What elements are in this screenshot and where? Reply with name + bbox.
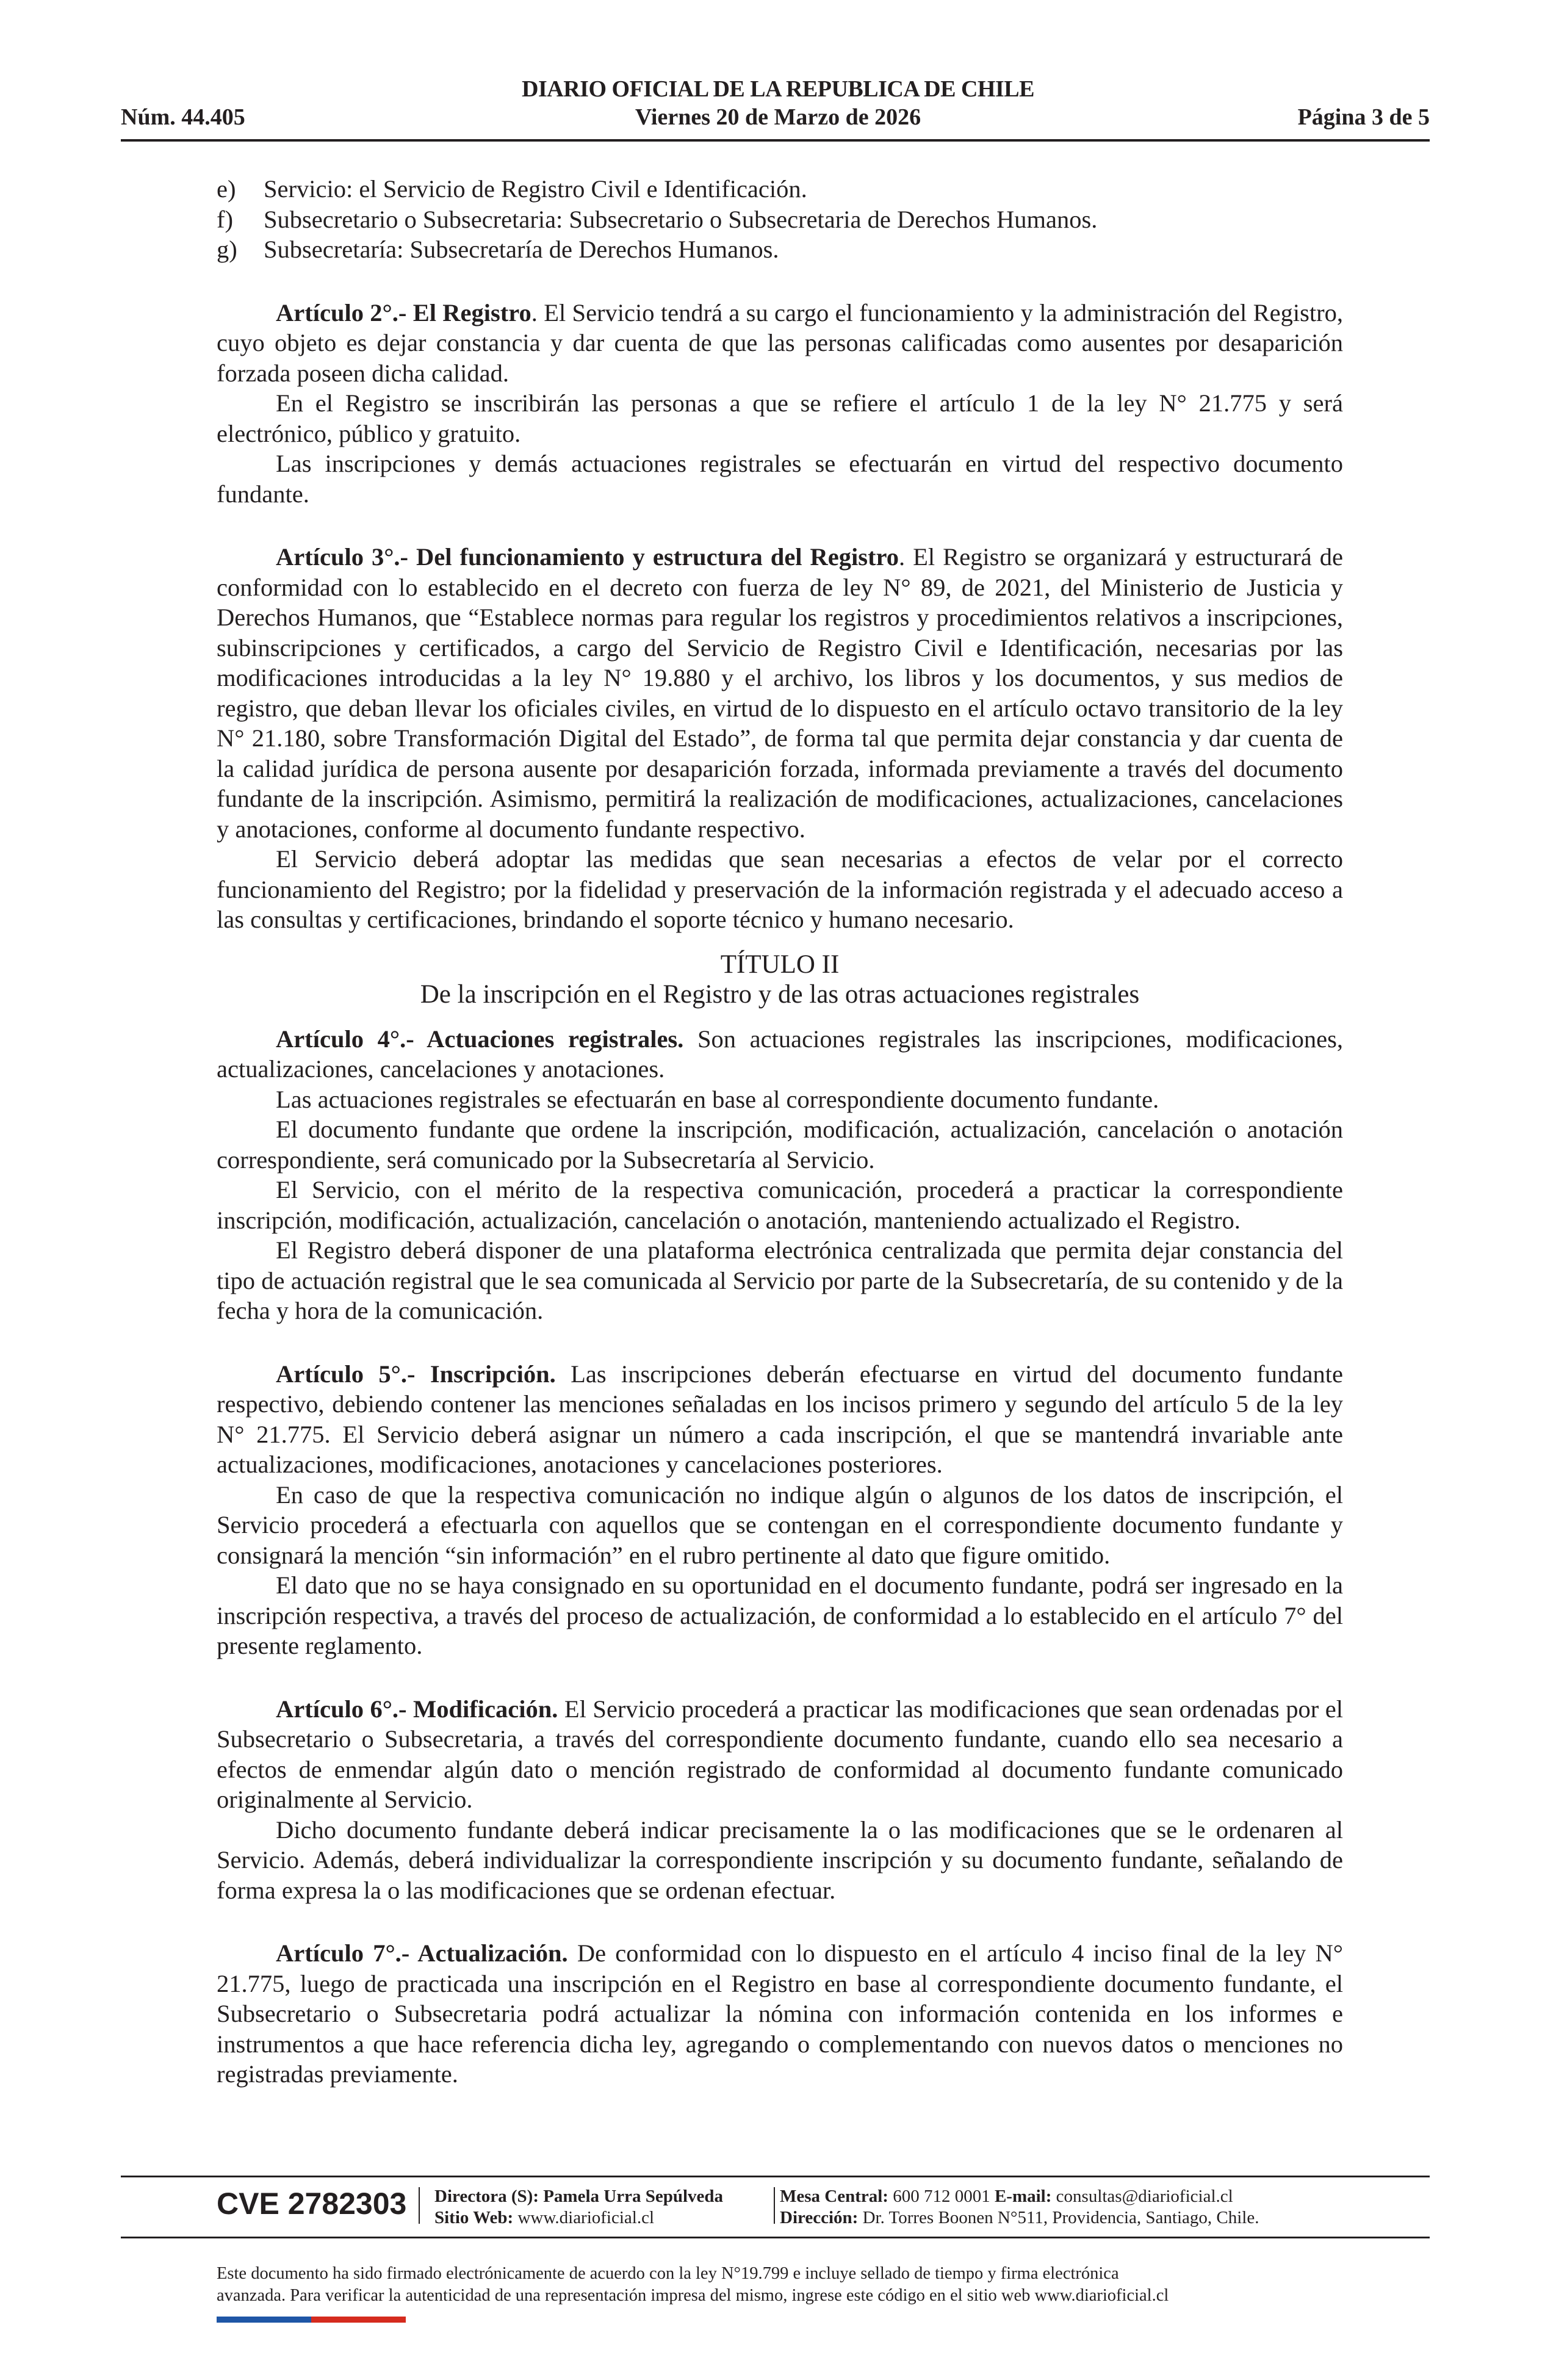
email-link[interactable]: consultas@diarioficial.cl [1051,2187,1233,2206]
footer-separator [774,2187,775,2224]
article-3-heading: Artículo 3°.- Del funcionamiento y estructura del Registro [276,543,899,571]
paragraph: El dato que no se haya consignado en su oportunidad en el documento fundante, podrá ser ingresado en la inscripción respectiva, a través del proceso de actualización, de conformidad a lo establecido en el artículo 7° del presente reglamento. [217,1571,1343,1659]
article-4-heading: Artículo 4°.- Actuaciones registrales. [276,1025,684,1053]
paragraph: En caso de que la respectiva comunicación no indique algún o algunos de los datos de inscripción, el Servicio procederá a efectuarla con aquellos que se contengan en el correspondiente documento fundante y consignará la mención “sin información” en el rubro pertinente al dato que figure omitido. [217,1480,1343,1569]
definition-item [217,234,1343,265]
article-5-heading: Artículo 5°.- Inscripción. [276,1360,556,1388]
definition-text: Subsecretaría: Subsecretaría de Derechos Humanos. [264,236,779,263]
issue-date: Viernes 20 de Marzo de 2026 [635,104,921,130]
definition-letter: e) [217,175,236,203]
paragraph: En el Registro se inscribirán las personas a que se refiere el artículo 1 de la ley N° 21.775 y será electrónico, público y gratuito. [217,389,1343,447]
paragraph: El Servicio deberá adoptar las medidas que sean necesarias a efectos de velar por el correcto funcionamiento del Registro; por la fidelidad y preservación de la información registrada y el adecuado acceso a las consultas y certificaciones, brindando el soporte técnico y humano necesario. [217,845,1343,933]
paragraph: Dicho documento fundante deberá indicar precisamente la o las modificaciones que se le ordenaren al Servicio. Además, deberá individualizar la correspondiente inscripción y su documento fundante, señalando de forma expresa la o las modificaciones que se ordenan efectuar. [217,1816,1343,1904]
paragraph: El Servicio, con el mérito de la respectiva comunicación, procederá a practicar la correspondiente inscripción, modificación, actualización, cancelación o anotación, manteniendo actualizado el Registro. [217,1176,1343,1234]
definition-item [217,174,1343,204]
article-3-paragraph: Artículo 3°.- Del funcionamiento y estructura del Registro. El Registro se organizará y estructurará de conformidad con lo establecido en el decreto con fuerza de ley N° 89, de 2021, del Ministerio de Justicia y Derechos Humanos, que “Establece normas para regular los registros y procedimientos relativos a inscripciones, subinscripciones y certificados, a cargo del Servicio de Registro Civil e Identificación, necesarias por las modificaciones introducidas a la ley N° 19.880 y el archivo, los libros y los documentos, y sus medios de registro, que deban llevar los oficiales civiles, en virtud de lo dispuesto en el artículo octavo transitorio de la ley N° 21.180, sobre Transformación Digital del Estado”, de forma tal que permita dejar constancia y dar cuenta de la calidad jurídica de persona ausente por desaparición forzada, informada previamente a través del documento fundante de la inscripción. Asimismo, permitirá la realización de modificaciones, actualizaciones, cancelaciones y anotaciones, conforme al documento fundante respectivo. [217,543,1343,843]
flag-stripe-red [311,2317,406,2323]
paragraph: El documento fundante que ordene la inscripción, modificación, actualización, cancelación o anotación correspondiente, será comunicado por la Subsecretaría al Servicio. [217,1116,1343,1174]
definition-letter: f) [217,205,233,233]
article-5-paragraph: Artículo 5°.- Inscripción. Las inscripciones deberán efectuarse en virtud del documento fundante respectivo, debiendo contener las menciones señaladas en los incisos primero y segundo del artículo 5 de la ley N° 21.775. El Servicio deberá asignar un número a cada inscripción, el que se mantendrá invariable ante actualizaciones, modificaciones, anotaciones y cancelaciones posteriores. [217,1360,1343,1478]
issue-number: Núm. 44.405 [121,104,245,130]
signature-note: Este documento ha sido firmado electrónicamente de acuerdo con la ley N°19.799 e incluye sellado de tiempo y firma electrónica avanzada. Para verificar la autenticidad de una representación impresa del mismo, ingrese este código en el sitio web www.diarioficial.cl [217,2264,1169,2305]
footer-separator [419,2187,420,2224]
paragraph: Las actuaciones registrales se efectuarán en base al correspondiente documento fundante. [276,1085,1159,1113]
article-2-paragraph: Artículo 2°.- El Registro. El Servicio tendrá a su cargo el funcionamiento y la administración del Registro, cuyo objeto es dejar constancia y dar cuenta de que las personas calificadas como ausentes por desaparición forzada poseen dicha calidad. [217,298,1343,387]
email-label: E-mail: [994,2187,1052,2206]
header-divider [121,139,1430,142]
address-value: Dr. Torres Boonen N°511, Providencia, Santiago, Chile. [858,2208,1259,2227]
footer-divider-top [121,2176,1430,2177]
article-6-paragraph: Artículo 6°.- Modificación. El Servicio procederá a practicar las modificaciones que sean ordenadas por el Subsecretario o Subsecretaria, a través del correspondiente documento fundante, cuando ello sea necesario a efectos de enmendar algún dato o mención registrado de conformidad al documento fundante comunicado originalmente al Servicio. [217,1695,1344,1813]
section-title [217,950,1343,1009]
title-subtitle: De la inscripción en el Registro y de las otras actuaciones registrales [420,979,1140,1009]
article-2-heading: Artículo 2°.- El Registro [276,298,531,326]
publication-title: DIARIO OFICIAL DE LA REPUBLICA DE CHILE [522,76,1034,102]
footer-divider-bottom [121,2237,1430,2238]
phone-number: 600 712 0001 [888,2187,995,2206]
title-number: TÍTULO II [720,950,840,979]
phone-label: Mesa Central: [780,2187,888,2206]
footer-contact-block [780,2186,1259,2229]
article-6-heading: Artículo 6°.- Modificación. [276,1695,558,1723]
page-number: Página 3 de 5 [1297,104,1430,130]
definition-letter: g) [217,236,237,263]
footer-director-block [434,2186,723,2229]
document-body [217,174,1343,2090]
definition-text: Subsecretario o Subsecretaria: Subsecretario o Subsecretaria de Derechos Humanos. [264,205,1098,233]
page-header [0,0,1556,146]
director-name: Directora (S): Pamela Urra Sepúlveda [434,2187,724,2206]
article-7-paragraph: Artículo 7°.- Actualización. De conformidad con lo dispuesto en el artículo 4 inciso final de la ley N° 21.775, luego de practicada una inscripción en el Registro en base al correspondiente documento fundante, el Subsecretario o Subsecretaria podrá actualizar la nómina con información contenida en los informes e instrumentos a que hace referencia dicha ley, agregando o complementando con nuevos datos o menciones no registradas previamente. [217,1939,1343,2088]
website-link[interactable]: www.diarioficial.cl [513,2208,655,2227]
cve-code: CVE 2782303 [217,2187,407,2221]
article-4-paragraph: Artículo 4°.- Actuaciones registrales. Son actuaciones registrales las inscripciones, modificaciones, actualizaciones, cancelaciones y anotaciones. [217,1025,1343,1083]
paragraph: Las inscripciones y demás actuaciones registrales se efectuarán en virtud del respectivo documento fundante. [217,450,1343,508]
definition-text: Servicio: el Servicio de Registro Civil e Identificación. [264,175,807,203]
website-label: Sitio Web: [434,2208,514,2227]
paragraph: El Registro deberá disponer de una plataforma electrónica centralizada que permita dejar constancia del tipo de actuación registral que le sea comunicada al Servicio por parte de la Subsecretaría, de su contenido y de la fecha y hora de la comunicación. [217,1236,1343,1324]
address-label: Dirección: [780,2208,859,2227]
article-7-heading: Artículo 7°.- Actualización. [276,1939,568,1967]
definition-item [217,204,1343,235]
flag-stripe-blue [217,2317,311,2323]
